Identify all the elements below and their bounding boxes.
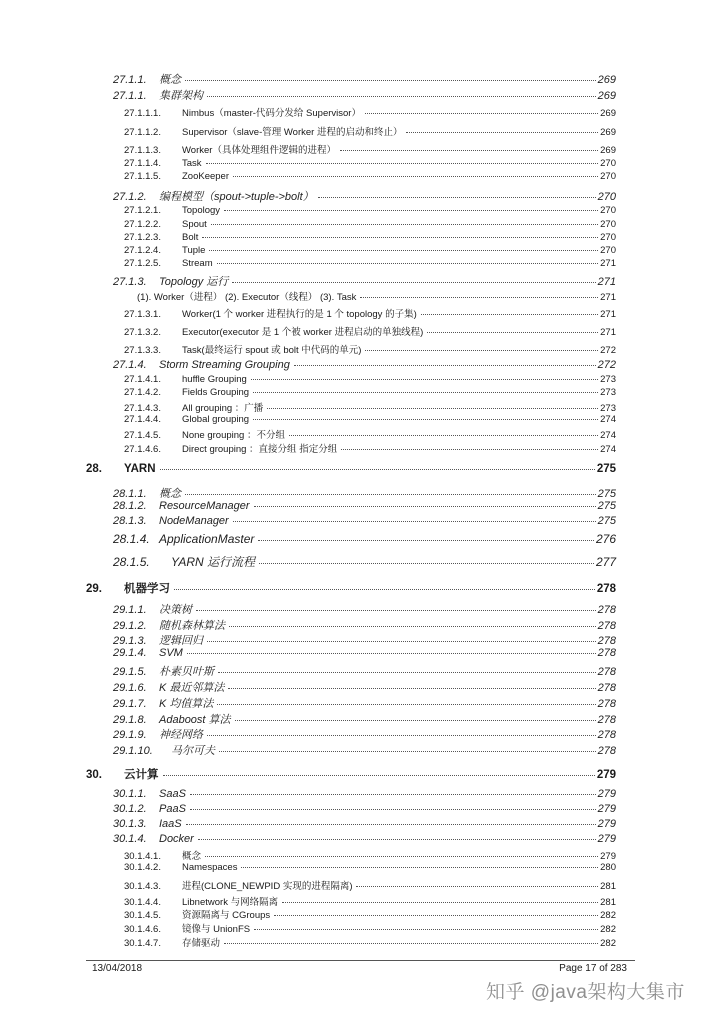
toc-page: 279: [600, 851, 616, 862]
toc-number: 27.1.2.5.: [124, 258, 161, 269]
toc-title: Tuple: [182, 245, 206, 256]
toc-page: 274: [600, 414, 616, 425]
toc-entry[interactable]: [124, 441, 616, 455]
toc-entry[interactable]: [124, 205, 616, 216]
toc-page: 275: [597, 500, 616, 512]
dot-leader: [211, 224, 598, 225]
toc-page: 277: [595, 555, 616, 569]
footer-page-number: Page 17 of 283: [559, 963, 627, 974]
toc-title: Stream: [182, 258, 213, 269]
toc-entry[interactable]: [113, 617, 616, 633]
toc-number: 30.1.4.1.: [124, 851, 161, 862]
toc-page: 279: [597, 818, 616, 830]
dot-leader: [235, 720, 596, 721]
toc-entry[interactable]: [113, 273, 616, 289]
dot-leader: [218, 672, 596, 673]
toc-entry[interactable]: [113, 711, 616, 727]
toc-title: Task(最终运行 spout 或 bolt 中代码的单元): [182, 345, 362, 356]
toc-number: 27.1.3.2.: [124, 327, 161, 338]
toc-page: 273: [600, 374, 616, 385]
toc-title: 机器学习: [124, 583, 170, 595]
toc-entry[interactable]: [113, 532, 616, 546]
toc-page: 278: [597, 698, 616, 710]
toc-entry[interactable]: [113, 726, 616, 742]
toc-number: 30.1.4.2.: [124, 862, 161, 873]
dot-leader: [253, 392, 598, 393]
dot-leader: [365, 350, 598, 351]
toc-title: ApplicationMaster: [159, 532, 255, 546]
toc-entry[interactable]: [113, 788, 616, 800]
dot-leader: [421, 314, 598, 315]
toc-entry[interactable]: [124, 342, 616, 356]
dot-leader: [233, 176, 598, 177]
toc-number: 29.1.8.: [113, 714, 147, 726]
toc-number: 29.1.3.: [113, 635, 147, 647]
dot-leader: [254, 929, 598, 930]
dot-leader: [207, 735, 596, 736]
toc-title: SVM: [159, 647, 183, 659]
toc-page: 274: [600, 430, 616, 441]
toc-page: 269: [597, 90, 616, 102]
watermark: 知乎 @java架构大集市: [486, 982, 685, 1003]
toc-entry[interactable]: [124, 907, 616, 921]
toc-number: 30.1.4.6.: [124, 924, 161, 935]
toc-page: 269: [597, 74, 616, 86]
toc-entry[interactable]: [124, 400, 616, 414]
dot-leader: [341, 449, 598, 450]
toc-title: 进程(CLONE_NEWPID 实现的进程隔离): [182, 881, 353, 892]
dot-leader: [282, 902, 598, 903]
dot-leader: [185, 80, 596, 81]
toc-number: 30.1.4.3.: [124, 881, 161, 892]
toc-title: Adaboost 算法: [159, 714, 231, 726]
toc-page: 272: [600, 345, 616, 356]
toc-entry[interactable]: [124, 427, 616, 441]
toc-title: huffle Grouping: [182, 374, 247, 385]
dot-leader: [318, 197, 596, 198]
toc-title: Bolt: [182, 232, 199, 243]
dot-leader: [205, 856, 598, 857]
toc-number: 30.1.4.: [113, 833, 147, 845]
toc-title: (1). Worker（进程） (2). Executor（线程） (3). Task: [137, 292, 357, 303]
toc-entry[interactable]: [113, 359, 616, 371]
dot-leader: [163, 775, 595, 776]
dot-leader: [196, 610, 596, 611]
toc-chapter[interactable]: [86, 463, 616, 475]
dot-leader: [187, 653, 596, 654]
dot-leader: [202, 237, 598, 238]
toc-page: 270: [600, 219, 616, 230]
dot-leader: [233, 521, 596, 522]
toc-number: 29.: [86, 583, 102, 595]
toc-page: 280: [600, 862, 616, 873]
toc-page: 275: [596, 463, 616, 475]
toc-entry[interactable]: [113, 742, 616, 758]
toc-title: Libnetwork 与网络隔离: [182, 897, 279, 908]
toc-number: 27.1.4.: [113, 359, 147, 371]
toc-title: ZooKeeper: [182, 171, 230, 182]
toc-title: 集群架构: [159, 90, 203, 102]
toc-title: Spout: [182, 219, 207, 230]
toc-entry[interactable]: [113, 803, 616, 815]
toc-number: 27.1.1.1.: [124, 108, 161, 119]
toc-page: 273: [600, 403, 616, 414]
toc-number: 27.1.2.2.: [124, 219, 161, 230]
toc-number: 27.1.1.4.: [124, 158, 161, 169]
toc-title: Namespaces: [182, 862, 238, 873]
toc-page: 271: [597, 276, 616, 288]
toc-entry[interactable]: [113, 71, 616, 87]
toc-entry[interactable]: [124, 848, 616, 862]
toc-page: 274: [600, 444, 616, 455]
dot-leader: [356, 886, 598, 887]
dot-leader: [229, 626, 596, 627]
dot-leader: [254, 506, 596, 507]
toc-entry[interactable]: [113, 679, 616, 695]
toc-number: 27.1.2.1.: [124, 205, 161, 216]
toc-title: Task: [182, 158, 202, 169]
toc-number: 30.1.3.: [113, 818, 147, 830]
toc-chapter[interactable]: [86, 580, 616, 596]
dot-leader: [160, 469, 595, 470]
toc-entry[interactable]: [113, 632, 616, 648]
toc-number: 27.1.4.2.: [124, 387, 161, 398]
dot-leader: [294, 365, 596, 366]
toc-number: 27.1.3.: [113, 276, 147, 288]
toc-number: 30.1.4.7.: [124, 938, 161, 949]
dot-leader: [206, 163, 599, 164]
toc-number: 28.: [86, 463, 102, 475]
toc-page: 270: [600, 205, 616, 216]
toc-number: 29.1.1.: [113, 604, 147, 616]
toc-page: 282: [600, 910, 616, 921]
toc-number: 27.1.2.: [113, 191, 147, 203]
toc-title: 云计算: [124, 769, 159, 781]
toc-page: 270: [600, 232, 616, 243]
toc-number: 29.1.4.: [113, 647, 147, 659]
dot-leader: [217, 263, 599, 264]
toc-title: 概念: [159, 488, 181, 500]
toc-page: 269: [600, 108, 616, 119]
dot-leader: [190, 794, 596, 795]
toc-entry[interactable]: [113, 485, 616, 501]
toc-number: 29.1.9.: [113, 729, 147, 741]
toc-page: 271: [600, 327, 616, 338]
toc-title: YARN: [124, 463, 156, 475]
toc-number: 28.1.2.: [113, 500, 147, 512]
toc-title: Fields Grouping: [182, 387, 250, 398]
toc-page: 269: [600, 145, 616, 156]
toc-page: 270: [600, 245, 616, 256]
toc-page: 275: [597, 488, 616, 500]
toc-title: Nimbus（master-代码分发给 Supervisor）: [182, 108, 361, 119]
toc-title: Topology: [182, 205, 221, 216]
dot-leader: [365, 113, 598, 114]
toc-title: Docker: [159, 833, 194, 845]
toc-title: Worker(1 个 worker 进程执行的是 1 个 topology 的子集): [182, 309, 417, 320]
toc-number: 27.1.3.3.: [124, 345, 161, 356]
toc-title: Direct grouping ：直接分组 指定分组: [182, 444, 338, 455]
toc-page: 282: [600, 938, 616, 949]
toc-number: 27.1.4.5.: [124, 430, 161, 441]
dot-leader: [258, 540, 594, 541]
toc-chapter[interactable]: [86, 766, 616, 782]
toc-number: 28.1.1.: [113, 488, 147, 500]
toc-page: 271: [600, 258, 616, 269]
toc-entry[interactable]: [124, 245, 616, 256]
toc-page: 273: [600, 387, 616, 398]
toc-entry[interactable]: [113, 695, 616, 711]
toc-title: Storm Streaming Grouping: [159, 359, 290, 371]
toc-entry[interactable]: [124, 921, 616, 935]
toc-entry[interactable]: [124, 105, 616, 119]
toc-title: 编程模型（spout->tuple->bolt）: [159, 191, 314, 203]
toc-page: 278: [596, 583, 616, 595]
toc-page: 270: [600, 158, 616, 169]
toc-page: 279: [597, 788, 616, 800]
dot-leader: [289, 435, 598, 436]
toc-page: 278: [597, 714, 616, 726]
toc-page: 275: [597, 515, 616, 527]
toc-number: 29.1.5.: [113, 666, 147, 678]
toc-title: 概念: [182, 851, 202, 862]
toc-title: 逻辑回归: [159, 635, 203, 647]
dot-leader: [251, 379, 598, 380]
toc-number: 27.1.3.1.: [124, 309, 161, 320]
toc-entry[interactable]: [124, 894, 616, 908]
toc-entry[interactable]: [113, 663, 616, 679]
toc-title: All grouping ：广播: [182, 403, 264, 414]
dot-leader: [198, 839, 596, 840]
toc-entry[interactable]: [124, 232, 616, 243]
toc-page: 276: [595, 532, 616, 546]
toc-title: YARN 运行流程: [171, 555, 256, 569]
toc-title: K 最近邻算法: [159, 682, 225, 694]
toc-entry[interactable]: [124, 862, 616, 873]
toc-title: 资源隔离与 CGroups: [182, 910, 271, 921]
toc-title: PaaS: [159, 803, 186, 815]
toc-title: Executor(executor 是 1 个被 worker 进程启动的单独线程): [182, 327, 424, 338]
toc-number: 27.1.4.3.: [124, 403, 161, 414]
toc-page: 278: [597, 647, 616, 659]
dot-leader: [207, 96, 596, 97]
toc-entry[interactable]: [113, 833, 616, 845]
toc-number: 27.1.2.3.: [124, 232, 161, 243]
toc-title: ResourceManager: [159, 500, 250, 512]
toc-entry[interactable]: [124, 258, 616, 269]
dot-leader: [190, 809, 596, 810]
toc-page: 278: [597, 620, 616, 632]
toc-number: 29.1.7.: [113, 698, 147, 710]
dot-leader: [224, 210, 598, 211]
toc-number: 28.1.3.: [113, 515, 147, 527]
toc-entry[interactable]: [124, 878, 616, 892]
toc-title: 神经网络: [159, 729, 203, 741]
toc-title: 镜像与 UnionFS: [182, 924, 251, 935]
toc-page: 279: [597, 833, 616, 845]
toc-number: 30.1.2.: [113, 803, 147, 815]
toc-page: 278: [597, 635, 616, 647]
toc-number: 30.1.1.: [113, 788, 147, 800]
toc-title: IaaS: [159, 818, 182, 830]
toc-entry[interactable]: [124, 935, 616, 949]
dot-leader: [232, 282, 595, 283]
toc-page: 278: [597, 666, 616, 678]
toc-number: 28.1.5.: [113, 555, 150, 569]
toc-entry[interactable]: [124, 306, 616, 320]
toc-number: 30.: [86, 769, 102, 781]
dot-leader: [253, 419, 598, 420]
toc-title: 马尔可夫: [171, 745, 215, 757]
toc-entry[interactable]: [124, 219, 616, 230]
toc-entry[interactable]: [113, 515, 616, 527]
toc-page: 271: [600, 309, 616, 320]
toc-number: 27.1.1.3.: [124, 145, 161, 156]
toc-page: 282: [600, 924, 616, 935]
dot-leader: [406, 132, 598, 133]
toc-number: 27.1.2.4.: [124, 245, 161, 256]
dot-leader: [185, 494, 596, 495]
toc-page: 281: [600, 897, 616, 908]
footer-divider: [86, 960, 635, 961]
toc-page: 279: [597, 803, 616, 815]
toc-entry[interactable]: [124, 171, 616, 182]
toc-page: 281: [600, 881, 616, 892]
toc-entry[interactable]: [124, 414, 616, 425]
toc-page: 278: [597, 604, 616, 616]
toc-entry[interactable]: [113, 188, 616, 204]
toc-page: 271: [600, 292, 616, 303]
dot-leader: [340, 150, 598, 151]
toc-title: Worker（具体处理组件逻辑的进程）: [182, 145, 336, 156]
dot-leader: [174, 589, 595, 590]
toc-title: 概念: [159, 74, 181, 86]
dot-leader: [224, 943, 598, 944]
toc-entry[interactable]: [137, 289, 616, 303]
toc-number: 29.1.6.: [113, 682, 147, 694]
toc-entry[interactable]: [113, 553, 616, 570]
toc-entry[interactable]: [124, 374, 616, 385]
toc-number: 27.1.1.2.: [124, 127, 161, 138]
toc-page: 278: [597, 729, 616, 741]
toc-number: 27.1.4.6.: [124, 444, 161, 455]
toc-page: 272: [597, 359, 616, 371]
toc-entry[interactable]: [124, 158, 616, 169]
toc-number: 27.1.4.4.: [124, 414, 161, 425]
dot-leader: [427, 332, 598, 333]
toc-title: Supervisor（slave-管理 Worker 进程的启动和终止）: [182, 127, 403, 138]
toc-title: Global grouping: [182, 414, 250, 425]
toc-entry[interactable]: [113, 500, 616, 512]
dot-leader: [274, 915, 598, 916]
toc-title: 随机森林算法: [159, 620, 225, 632]
toc-number: 29.1.2.: [113, 620, 147, 632]
toc-number: 27.1.1.: [113, 74, 147, 86]
dot-leader: [186, 824, 596, 825]
toc-page: 279: [596, 769, 616, 781]
toc-entry[interactable]: [113, 818, 616, 830]
toc-number: 30.1.4.5.: [124, 910, 161, 921]
dot-leader: [207, 641, 596, 642]
toc-number: 30.1.4.4.: [124, 897, 161, 908]
toc-page: 269: [600, 127, 616, 138]
dot-leader: [360, 297, 598, 298]
dot-leader: [241, 867, 598, 868]
dot-leader: [209, 250, 598, 251]
toc-entry[interactable]: [124, 387, 616, 398]
toc-title: SaaS: [159, 788, 186, 800]
dot-leader: [259, 563, 594, 564]
toc-title: K 均值算法: [159, 698, 214, 710]
toc-page: 278: [597, 682, 616, 694]
toc-number: 27.1.4.1.: [124, 374, 161, 385]
dot-leader: [267, 408, 598, 409]
toc-number: 29.1.10.: [113, 745, 153, 757]
toc-title: 存储驱动: [182, 938, 221, 949]
toc-number: 28.1.4.: [113, 532, 150, 546]
footer-date: 13/04/2018: [92, 963, 143, 974]
toc-number: 27.1.1.5.: [124, 171, 161, 182]
toc-entry[interactable]: [124, 124, 616, 138]
toc-title: Topology 运行: [159, 276, 229, 288]
toc-entry[interactable]: [113, 87, 616, 103]
dot-leader: [219, 751, 596, 752]
dot-leader: [228, 688, 595, 689]
toc-number: 27.1.1.: [113, 90, 147, 102]
toc-entry[interactable]: [113, 647, 616, 659]
toc-page: 270: [597, 191, 616, 203]
toc-entry[interactable]: [124, 324, 616, 338]
toc-title: None grouping ：不分组: [182, 430, 285, 441]
toc-page: 278: [597, 745, 616, 757]
toc-entry[interactable]: [113, 601, 616, 617]
dot-leader: [217, 704, 595, 705]
toc-title: NodeManager: [159, 515, 229, 527]
toc-entry[interactable]: [124, 142, 616, 156]
toc-title: 朴素贝叶斯: [159, 666, 214, 678]
toc-page: 270: [600, 171, 616, 182]
toc-title: 决策树: [159, 604, 192, 616]
